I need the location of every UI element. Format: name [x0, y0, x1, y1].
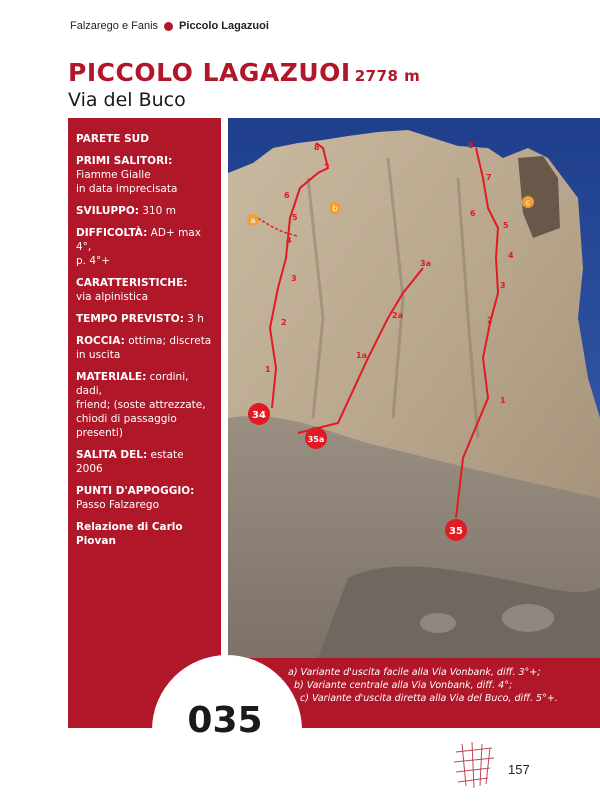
variant-b-label: b — [332, 204, 338, 213]
pitch-6-label: 6 — [284, 191, 290, 200]
page-number: 157 — [508, 762, 530, 777]
bullet-icon — [164, 22, 173, 31]
info-panel — [68, 118, 221, 658]
title-block — [68, 58, 420, 111]
time-value: 3 h — [187, 313, 204, 325]
breadcrumb-current: Piccolo Lagazuoi — [179, 20, 269, 32]
first-ascent-value-1: Fiamme Gialle — [76, 169, 151, 181]
route-34-label: 34 — [252, 410, 266, 421]
altitude: 2778 m — [354, 67, 421, 85]
pitch-7-label: 7 — [324, 163, 330, 172]
wall-label: PARETE SUD — [76, 133, 149, 145]
variants-caption — [288, 666, 588, 705]
difficulty-value-1: AD+ max 4°, — [76, 227, 201, 253]
difficulty-label: DIFFICOLTÀ: — [76, 227, 148, 239]
pitch-1-label: 1 — [265, 365, 271, 374]
climb-date-label: SALITA DEL: — [76, 449, 148, 461]
breadcrumb-section: Falzarego e Fanis — [70, 20, 159, 32]
variant-b-text: b) Variante centrale alla Via Vonbank, diff. 4°; — [294, 680, 513, 691]
difficulty-value-2: p. 4°+ — [76, 255, 111, 267]
gear-value-2: friend; (soste attrezzate, — [76, 399, 206, 411]
support-value: Passo Falzarego — [76, 499, 160, 511]
pitch-1a-label: 1a — [356, 351, 367, 360]
rock-label: ROCCIA: — [76, 335, 125, 347]
first-ascent-value-2: in data imprecisata — [76, 183, 178, 195]
pitch-35-7-label: 7 — [486, 173, 492, 182]
route-number: 035 — [187, 700, 263, 741]
length-label: SVILUPPO: — [76, 205, 139, 217]
pitch-35-8-label: 8 — [468, 141, 474, 150]
rock-value-2: in uscita — [76, 349, 121, 361]
route-topo-svg — [228, 118, 600, 658]
breadcrumb — [70, 20, 269, 32]
route-name: Via del Buco — [68, 89, 186, 111]
boulder-2 — [420, 613, 456, 633]
pitch-8-label: 8 — [314, 143, 320, 152]
pitch-35-4-label: 4 — [508, 251, 514, 260]
pitch-5-label: 5 — [292, 213, 298, 222]
length-value: 310 m — [142, 205, 176, 217]
pitch-35-5-label: 5 — [503, 221, 509, 230]
first-ascent-label: PRIMI SALITORI: — [76, 155, 173, 167]
features-value: via alpinistica — [76, 291, 149, 303]
hatch-emblem-icon — [448, 740, 498, 790]
pitch-35-2-label: 2 — [487, 316, 493, 325]
gear-value-4: presenti) — [76, 427, 123, 439]
time-label: TEMPO PREVISTO: — [76, 313, 184, 325]
variant-c-label: c — [525, 198, 531, 207]
climb-date-value: estate 2006 — [76, 449, 184, 475]
rock-value-1: ottima; discreta — [128, 335, 212, 347]
route-35a-label: 35a — [307, 435, 325, 444]
gear-label: MATERIALE: — [76, 371, 147, 383]
gear-value-1: cordini, dadi, — [76, 371, 189, 397]
route-photo — [228, 118, 600, 658]
pitch-4-label: 4 — [286, 236, 292, 245]
pitch-35-1-label: 1 — [500, 396, 506, 405]
variant-a-label: a — [250, 216, 256, 225]
variant-c-text: c) Variante d'uscita diretta alla Via del Buco, diff. 5°+. — [300, 693, 558, 704]
support-label: PUNTI D'APPOGGIO: — [76, 485, 195, 497]
report-author: Relazione di Carlo Piovan — [76, 521, 183, 547]
features-label: CARATTERISTICHE: — [76, 277, 188, 289]
title-text: PICCOLO LAGAZUOI — [68, 58, 351, 87]
gear-value-3: chiodi di passaggio — [76, 413, 177, 425]
pitch-3-label: 3 — [291, 274, 297, 283]
pitch-35-3-label: 3 — [500, 281, 506, 290]
page-title — [68, 58, 420, 87]
pitch-3a-label: 3a — [420, 259, 431, 268]
pitch-2a-label: 2a — [392, 311, 403, 320]
route-35-label: 35 — [449, 526, 463, 537]
boulder-1 — [502, 604, 554, 632]
pitch-35-6-label: 6 — [470, 209, 476, 218]
variant-a-text: a) Variante d'uscita facile alla Via Vonbank, diff. 3°+; — [288, 667, 541, 678]
pitch-2-label: 2 — [281, 318, 287, 327]
